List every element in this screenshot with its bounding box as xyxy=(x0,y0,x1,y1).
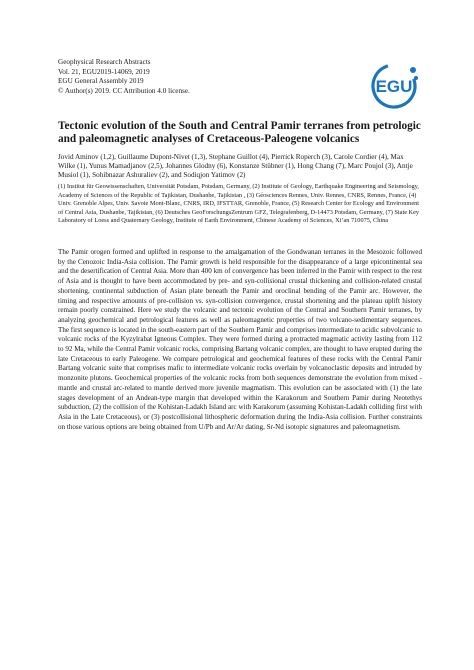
conference-name: EGU General Assembly 2019 xyxy=(58,77,144,86)
license-info: © Author(s) 2019. CC Attribution 4.0 license. xyxy=(58,86,190,95)
author-list: Jovid Aminov (1,2), Guillaume Dupont-Nivet (1,3), Stephane Guillot (4), Pierrick Roperch (3), Carole Cordier (4), Max Wilke (1), Yunus Mamadjanov (2,5), Johannes Glodny (6), Konstanze Stübner (1), Hong Chang (7), Marc Poujol (3), Antje Musiol (1), Sohibnazar Ashuraliev (2), and Sodiqjon Yatimov (2) xyxy=(58,153,413,180)
logo-text: EGU xyxy=(375,77,413,96)
abstract-body: The Pamir orogen formed and uplifted in response to the amalgamation of the Gondwanan terranes in the Mesozoic followed by the Cenozoic India-Asia collision. The Pamir growth is held responsible for the disappearance of a large epicontinental sea and the desertification of Central Asia. More than 400 km of convergence has been inferred in the Pamir with respect to the rest of Asia and is thought to have been accommodated by pre- and syn-collisional crustal thickening and collision-related crustal shortening, continental subduction of Asian plate beneath the Pamir and oroclinal bending of the Pamir arc. However, the timing and respective amounts of pre-collision vs. syn-collision convergence, crustal shortening and the plateau uplift history remain poorly constrained. Here we study the volcanic and tectonic evolution of the Central and Southern Pamir terranes, by analyzing geochemical and petrological features as well as paleomagnetic properties of two volcano-sedimentary sequences. The first sequence is located in the south-eastern part of the Southern Pamir and comprises intermediate to acidic subvolcanic to volcanic rocks of the Kyzylrabat Igneous Complex. They were formed during a protracted magmatic activity lasting from 112 to 92 Ma, while the Central Pamir volcanic rocks, comprising Bartang volcanic complex, are thought to have erupted during the late Cretaceous to early Paleogene. We compare petrological and geochemical features of these rocks with the Central Pamir Bartang volcanic suite that comprises mafic to intermediate volcanic rocks overlain by volcanoclastic deposits and intruded by monzonite plutons. Geochemical properties of the volcanic rocks from both sequences demonstrate the evolution from mixed - mantle and crustal arc-related to mantle derived more juvenile magmatism. This evolution can be associated with (1) the late stages development of an Andean-type margin that developed within the Karakorum and Southern Pamir during Neotethys subduction, (2) the collision of the Kohistan-Ladakh Island arc with Karakorum (assuming Kohistan-Ladakh colliding first with Asia in the Late Cretaceous), or (3) postcollisional lithospheric deformation during the India-Asia collision. Further constraints on those various options are being obtained from U/Pb and Ar/Ar dating, Sr-Nd isotopic signatures and paleomagnetism. xyxy=(58,248,422,431)
affiliation-list: (1) Institut für Geowissenschaften, Universität Potsdam, Potsdam, Germany, (2) Institute of Geology, Earthquake Engineering and Seismology, Academy of Sciences of the Republic of Tajikistan, Dushanbe, Tajikistan , (3) Géosciences Rennes, Univ. Rennes, CNRS, Rennes, France, (4) Univ. Grenoble Alpes, Univ. Savoie Mont-Blanc, CNRS, IRD, IFSTTAR, Grenoble, France, (5) Research Center for Ecology and Environment of Central Asia, Dushanbe, Tajikistan, (6) Deutsches GeoForschungsZentrum GFZ, Telegrafenberg, D-14473 Potsdam, Germany, (7) State Key Laboratory of Loess and Quaternary Geology, Institute of Earth Environment, Chinese Academy of Sciences, Xi’an 710075, China xyxy=(58,183,420,224)
journal-name: Geophysical Research Abstracts xyxy=(58,58,151,66)
paper-title: Tectonic evolution of the South and Central Pamir terranes from petrologic and paleomagnetic analyses of Cretaceous-Paleogene volcanics xyxy=(58,120,421,146)
egu-logo xyxy=(366,60,424,112)
journal-header xyxy=(58,58,190,96)
volume-info: Vol. 21, EGU2019-14069, 2019 xyxy=(58,67,150,76)
